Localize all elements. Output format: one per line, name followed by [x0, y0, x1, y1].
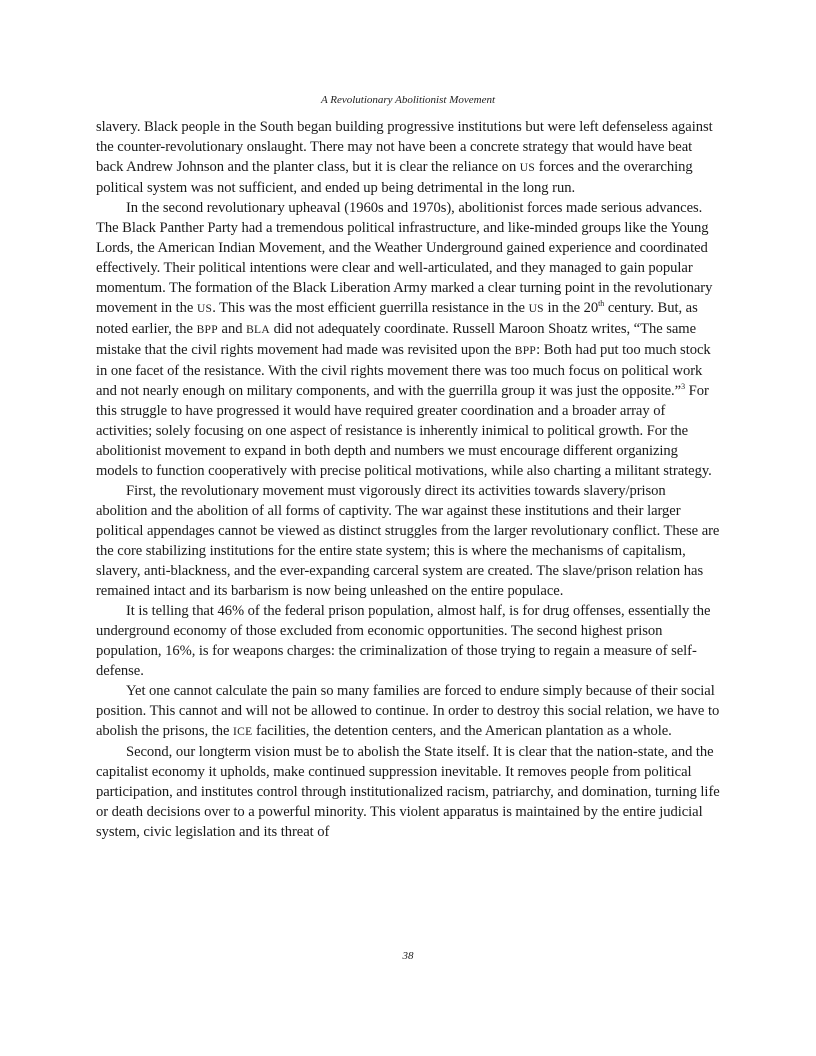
abbreviation-bla: BLA	[246, 324, 270, 336]
abbreviation-bpp: BPP	[514, 345, 537, 357]
paragraph-5-text-b: facilities, the detention centers, and the American plantation as a whole.	[252, 723, 672, 739]
paragraph-2-text-a: In the second revolutionary upheaval (1960s and 1970s), abolitionist forces made serious advances. The Black Panther Party had a tremendous political infrastructure, and like-minded groups like the Young Lords, the American Indian Movement, and the Weather Underground gained experience and coordinated effectively. Their political intentions were clear and well-articulated, and they managed to gain popular momentum. The formation of the Black Liberation Army marked a clear turning point in the revolutionary movement in the	[96, 200, 713, 316]
paragraph-2-text-d: century. But, as noted earlier, the	[96, 300, 698, 337]
paragraph-2-text-f: did not adequately coordinate. Russell Maroon Shoatz writes, “The same mistake that the civil rights movement had made was revisited upon the	[96, 321, 697, 358]
abbreviation-ice: ICE	[232, 726, 253, 738]
running-header: A Revolutionary Abolitionist Movement	[320, 94, 496, 106]
paragraph-2-text-g: : Both had put too much stock in one facet of the resistance. With the civil rights movement there was too much focus on political work and not nearly enough on military components, and with the guerrilla group it was just the opposite.”	[96, 342, 711, 399]
paragraph-5	[96, 681, 720, 742]
paragraph-1-end: forces and the overarching political system was not sufficient, and ended up being detrimental in the long run.	[96, 159, 693, 196]
abbreviation-us: US	[196, 303, 213, 315]
superscript-th: th	[598, 299, 605, 308]
paragraph-5-text-a: Yet one cannot calculate the pain so many families are forced to endure simply because of their social position. This cannot and will not be allowed to continue. In order to destroy this social relation, we have to abolish the prisons, the	[96, 683, 720, 739]
paragraph-3: First, the revolutionary movement must vigorously direct its activities towards slavery/prison abolition and the abolition of all forms of captivity. The war against these institutions and their larger political appendages cannot be viewed as distinct struggles from the larger revolutionary conflict. These are the core stabilizing institutions for the entire state system; this is where the mechanisms of capitalism, slavery, anti-blackness, and the ever-expanding carceral system are created. The slave/prison relation has remained intact and its barbarism is now being unleashed on the entire populace.	[96, 483, 720, 599]
paragraph-2-text-h: For this struggle to have progressed it would have required greater coordination and a broader array of activities; solely focusing on one aspect of resistance is inherently inimical to political growth. For the abolitionist movement to expand in both depth and numbers we must encourage different organizing models to function cooperatively with precise political motivations, while also charting a militant strategy.	[96, 383, 712, 479]
paragraph-2-text-c: in the 20	[543, 300, 599, 316]
paragraph-4: It is telling that 46% of the federal prison population, almost half, is for drug offenses, essentially the underground economy of those excluded from economic opportunities. The second highest prison population, 16%, is for weapons charges: the criminalization of those trying to regain a measure of self-defense.	[96, 603, 711, 679]
paragraph-2	[96, 198, 720, 481]
page-number: 38	[402, 950, 414, 962]
paragraph-6: Second, our longterm vision must be to abolish the State itself. It is clear that the nation-state, and the capitalist economy it upholds, make continued suppression inevitable. It removes people from political participation, and institutes control through institutionalized racism, patriarchy, and domination, turning life or death decisions over to a powerful minority. This violent apparatus is maintained by the entire judicial system, civic legislation and its threat of	[96, 744, 720, 840]
paragraph-2-text-b: . This was the most efficient guerrilla resistance in the	[212, 300, 529, 316]
abbreviation-bpp: BPP	[196, 324, 218, 336]
footnote-marker-3[interactable]: 3	[681, 382, 686, 391]
abbreviation-us: US	[528, 303, 544, 315]
paragraph-1	[96, 117, 720, 198]
paragraph-2-text-e: and	[217, 321, 247, 337]
abbreviation-us: US	[519, 162, 536, 174]
body-text	[96, 117, 720, 842]
paragraph-1-text: slavery. Black people in the South began building progressive institutions but were left defenseless against the counter-revolutionary onslaught. There may not have been a concrete strategy that would have beat back Andrew Johnson and the planter class, but it is clear the reliance on	[96, 119, 713, 175]
